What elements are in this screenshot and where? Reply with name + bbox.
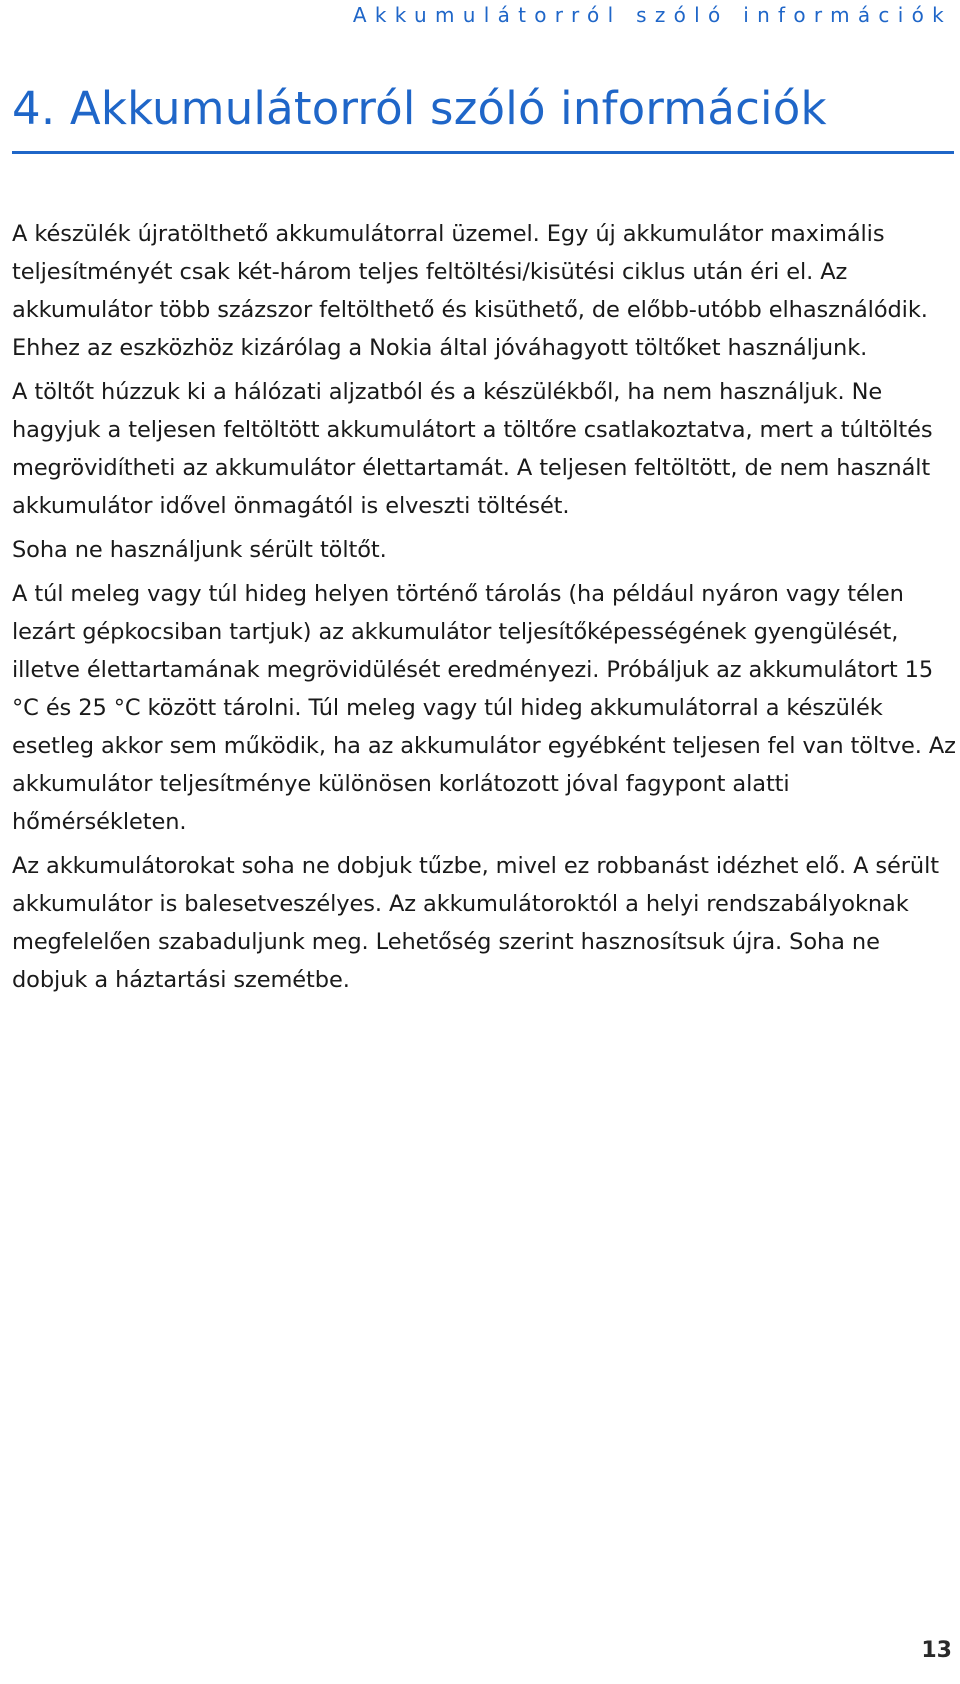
paragraph-disposal: Az akkumulátorokat soha ne dobjuk tűzbe, mivel ez robbanást idézhet elő. A sérült akkumulátor is balesetveszélyes. Az akkumulátoroktól a helyi rendszabályoknak megfelelően szabaduljunk meg. Lehetőség szerint hasznosítsuk újra. Soha ne dobjuk a háztartási szemétbe. [12, 853, 939, 993]
paragraph-charger-unplug: A töltőt húzzuk ki a hálózati aljzatból és a készülékből, ha nem használjuk. Ne hagyjuk a teljesen feltöltött akkumulátort a töltőre csatlakoztatva, mert a túltöltés megrövidítheti az akkumulátor élettartamát. A teljesen feltöltött, de nem használt akkumulátor idővel önmagától is elveszti töltését. [12, 379, 933, 519]
page-number: 13 [921, 1638, 952, 1663]
body-text [12, 215, 958, 1005]
paragraph-damaged-charger: Soha ne használjunk sérült töltőt. [12, 537, 387, 563]
paragraph-storage-temperature: A túl meleg vagy túl hideg helyen történő tárolás (ha például nyáron vagy télen lezárt gépkocsiban tartjuk) az akkumulátor teljesítőképességének gyengülését, illetve élettartamának megrövidülését eredményezi. Próbáljuk az akkumulátort 15 °C és 25 °C között tárolni. Túl meleg vagy túl hideg akkumulátorral a készülék esetleg akkor sem működik, ha az akkumulátor egyébként teljesen fel van töltve. Az akkumulátor teljesítménye különösen korlátozott jóval fagypont alatti hőmérsékleten. [12, 581, 956, 835]
title-divider [12, 151, 954, 154]
running-header: Akkumulátorról szóló információk [352, 3, 952, 27]
paragraph-battery-intro: A készülék újratölthető akkumulátorral üzemel. Egy új akkumulátor maximális teljesítményét csak két-három teljes feltöltési/kisütési ciklus után éri el. Az akkumulátor több százszor feltölthető és kisüthető, de előbb-utóbb elhasználódik. Ehhez az eszközhöz kizárólag a Nokia által jóváhagyott töltőket használjunk. [12, 221, 928, 361]
chapter-title: 4. Akkumulátorról szóló információk [12, 82, 827, 135]
